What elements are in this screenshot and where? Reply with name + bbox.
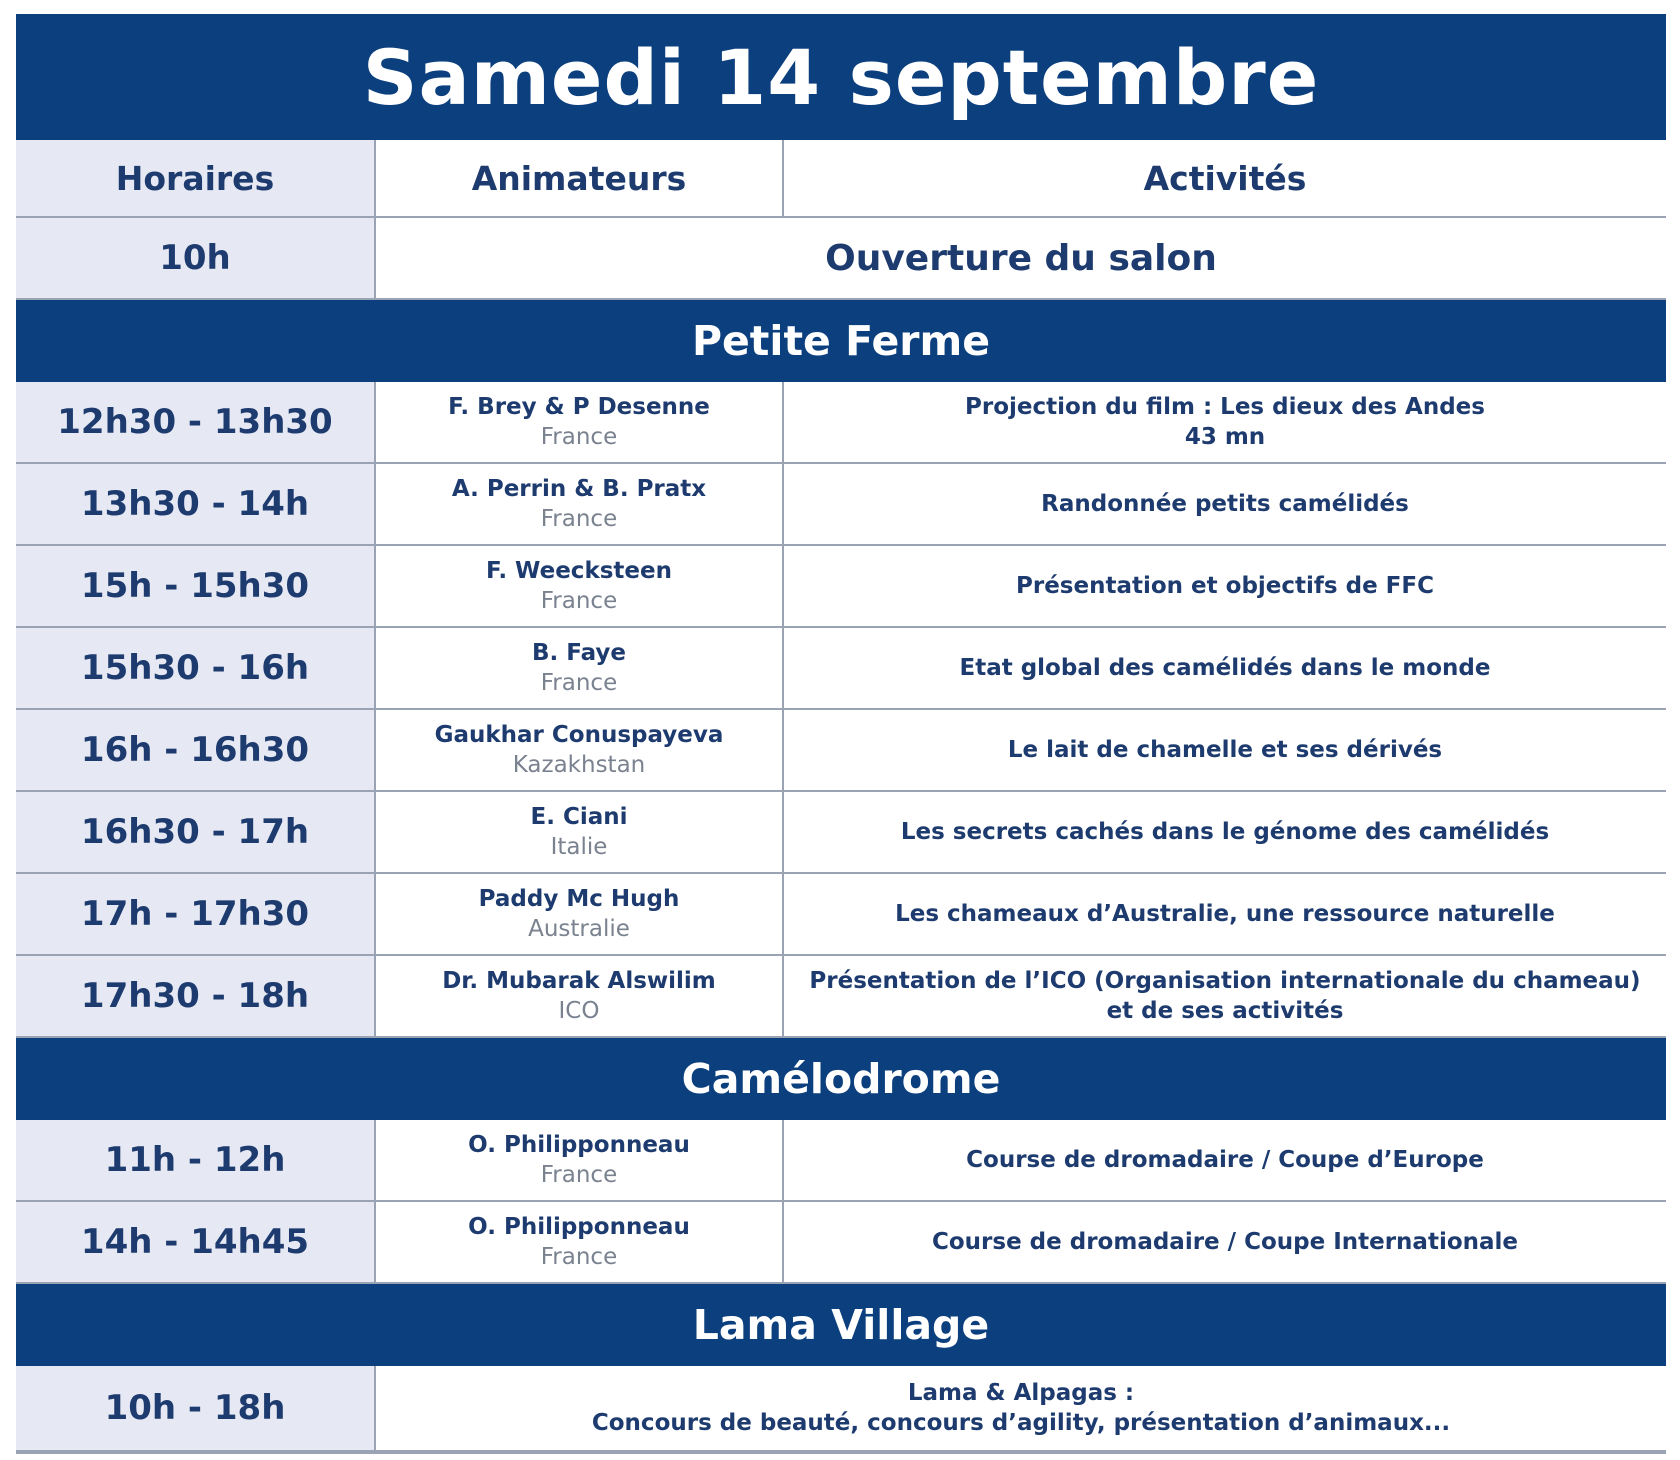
activity-line: 43 mn <box>1184 424 1266 450</box>
page-title: Samedi 14 septembre <box>16 14 1666 140</box>
time-slot: 16h - 16h30 <box>80 730 310 770</box>
activity-cell <box>784 874 1666 954</box>
table-row <box>16 710 1666 792</box>
animator-name: B. Faye <box>531 640 627 666</box>
activity-cell <box>784 956 1666 1036</box>
activity-cell <box>784 464 1666 544</box>
header-activities: Activités <box>1143 158 1307 198</box>
animator-country: Australie <box>528 916 630 942</box>
animator-name: A. Perrin & B. Pratx <box>451 476 707 502</box>
animator-country: France <box>540 1162 618 1188</box>
animator-country: Italie <box>550 834 608 860</box>
time-slot: 17h - 17h30 <box>80 894 310 934</box>
animator-country: France <box>540 588 618 614</box>
time-slot: 17h30 - 18h <box>80 976 310 1016</box>
activity-line: Le lait de chamelle et ses dérivés <box>1007 737 1443 763</box>
header-row <box>16 140 1666 218</box>
activity-cell <box>784 792 1666 872</box>
opening-time-cell <box>16 218 376 298</box>
activity-cell <box>784 382 1666 462</box>
time-cell <box>16 464 376 544</box>
activity-line: Projection du film : Les dieux des Andes <box>965 394 1485 420</box>
time-slot: 11h - 12h <box>104 1140 286 1180</box>
time-cell <box>16 1202 376 1282</box>
animator-cell <box>376 546 784 626</box>
table-row <box>16 1120 1666 1202</box>
animator-country: Kazakhstan <box>512 752 646 778</box>
table-row <box>16 546 1666 628</box>
table-row <box>16 874 1666 956</box>
table-row <box>16 628 1666 710</box>
time-slot: 13h30 - 14h <box>80 484 310 524</box>
time-slot: 16h30 - 17h <box>80 812 310 852</box>
animator-cell <box>376 628 784 708</box>
activity-cell <box>784 628 1666 708</box>
time-cell <box>16 710 376 790</box>
header-activities-cell <box>784 140 1666 216</box>
opening-time: 10h <box>159 238 231 278</box>
time-cell <box>16 1120 376 1200</box>
activity-line: Etat global des camélidés dans le monde <box>959 655 1491 681</box>
animator-name: F. Brey & P Desenne <box>448 394 710 420</box>
time-cell <box>16 792 376 872</box>
activity-cell <box>784 1202 1666 1282</box>
activity-line: Concours de beauté, concours d’agility, présentation d’animaux... <box>591 1410 1451 1436</box>
animator-country: France <box>540 506 618 532</box>
animator-name: O. Philipponneau <box>468 1214 690 1240</box>
animator-country: France <box>540 670 618 696</box>
activity-span-cell <box>376 1366 1666 1450</box>
table-row <box>16 1366 1666 1452</box>
time-slot: 12h30 - 13h30 <box>57 402 333 442</box>
table-row <box>16 464 1666 546</box>
activity-cell <box>784 546 1666 626</box>
activity-line: Lama & Alpagas : <box>907 1380 1135 1406</box>
activity-cell <box>784 1120 1666 1200</box>
time-slot: 15h - 15h30 <box>80 566 310 606</box>
animator-country: France <box>540 1244 618 1270</box>
activity-line: Présentation et objectifs de FFC <box>1016 573 1434 599</box>
time-cell <box>16 956 376 1036</box>
time-slot: 14h - 14h45 <box>80 1222 310 1262</box>
opening-label: Ouverture du salon <box>825 237 1217 279</box>
animator-cell <box>376 956 784 1036</box>
animator-cell <box>376 382 784 462</box>
animator-country: France <box>540 424 618 450</box>
animator-cell <box>376 792 784 872</box>
activity-line: Course de dromadaire / Coupe Internationale <box>931 1229 1519 1255</box>
time-cell <box>16 874 376 954</box>
activity-line: et de ses activités <box>1106 998 1344 1024</box>
section-banner-camelodrome: Camélodrome <box>16 1038 1666 1120</box>
animator-country: ICO <box>558 998 600 1024</box>
activity-cell <box>784 710 1666 790</box>
animator-cell <box>376 874 784 954</box>
animator-name: E. Ciani <box>530 804 628 830</box>
header-time-cell <box>16 140 376 216</box>
activity-line: Randonnée petits camélidés <box>1041 491 1409 517</box>
header-time: Horaires <box>115 158 275 198</box>
time-slot: 10h - 18h <box>104 1388 286 1428</box>
animator-cell <box>376 464 784 544</box>
activity-line: Présentation de l’ICO (Organisation internationale du chameau) <box>809 968 1641 994</box>
time-cell <box>16 382 376 462</box>
animator-cell <box>376 1120 784 1200</box>
table-row <box>16 956 1666 1038</box>
time-cell <box>16 546 376 626</box>
activity-line: Course de dromadaire / Coupe d’Europe <box>966 1147 1484 1173</box>
header-animators-cell <box>376 140 784 216</box>
opening-label-cell <box>376 218 1666 298</box>
activity-line: Les secrets cachés dans le génome des camélidés <box>900 819 1550 845</box>
animator-name: Gaukhar Conuspayeva <box>434 722 724 748</box>
animator-name: Dr. Mubarak Alswilim <box>442 968 716 994</box>
animator-cell <box>376 710 784 790</box>
time-cell <box>16 628 376 708</box>
opening-row <box>16 218 1666 300</box>
animator-name: O. Philipponneau <box>468 1132 690 1158</box>
section-banner-lama-village: Lama Village <box>16 1284 1666 1366</box>
animator-cell <box>376 1202 784 1282</box>
header-animators: Animateurs <box>471 158 687 198</box>
table-row <box>16 1202 1666 1284</box>
animator-name: Paddy Mc Hugh <box>478 886 680 912</box>
time-slot: 15h30 - 16h <box>80 648 310 688</box>
table-row <box>16 382 1666 464</box>
activity-line: Les chameaux d’Australie, une ressource naturelle <box>895 901 1555 927</box>
time-cell <box>16 1366 376 1450</box>
section-banner-petite-ferme: Petite Ferme <box>16 300 1666 382</box>
table-row <box>16 792 1666 874</box>
animator-name: F. Weecksteen <box>485 558 672 584</box>
